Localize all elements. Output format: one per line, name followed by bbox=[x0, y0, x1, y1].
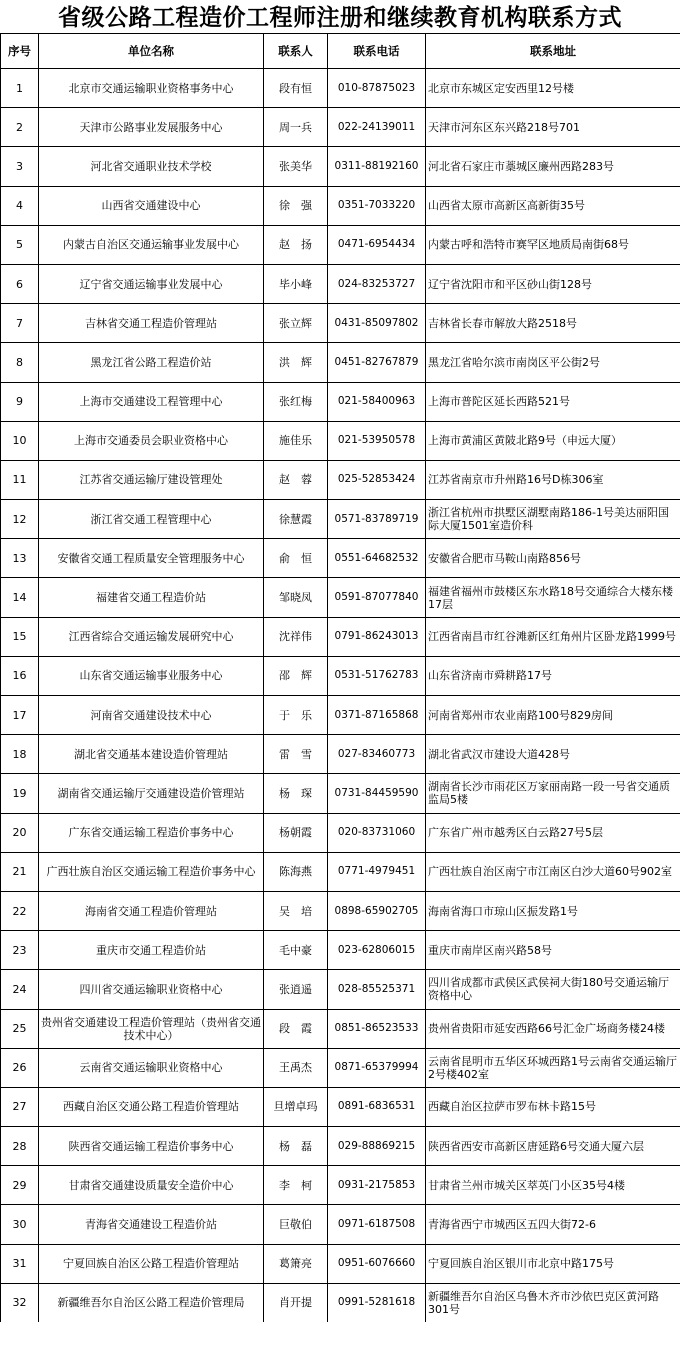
unit-name: 海南省交通工程造价管理站 bbox=[39, 891, 264, 930]
contact-phone: 023-62806015 bbox=[328, 931, 426, 970]
header-name: 单位名称 bbox=[39, 34, 264, 69]
page-title: 省级公路工程造价工程师注册和继续教育机构联系方式 bbox=[58, 4, 622, 31]
row-number: 18 bbox=[1, 735, 39, 774]
contact-address: 海南省海口市琼山区振发路1号 bbox=[426, 891, 680, 930]
table-row bbox=[1, 1009, 680, 1048]
contact-person: 张逍遥 bbox=[264, 970, 328, 1009]
contact-phone: 0991-5281618 bbox=[328, 1283, 426, 1322]
row-number: 11 bbox=[1, 460, 39, 499]
contact-person: 徐慧霞 bbox=[264, 500, 328, 539]
contact-address: 新疆维吾尔自治区乌鲁木齐市沙依巴克区黄河路301号 bbox=[426, 1283, 680, 1322]
row-number: 32 bbox=[1, 1283, 39, 1322]
unit-name: 浙江省交通工程管理中心 bbox=[39, 500, 264, 539]
unit-name: 广西壮族自治区交通运输工程造价事务中心 bbox=[39, 852, 264, 891]
contact-phone: 0311-88192160 bbox=[328, 147, 426, 186]
unit-name: 天津市公路事业发展服务中心 bbox=[39, 108, 264, 147]
table-row bbox=[1, 108, 680, 147]
contact-person: 张立辉 bbox=[264, 304, 328, 343]
contact-address: 甘肃省兰州市城关区萃英门小区35号4楼 bbox=[426, 1166, 680, 1205]
header-row bbox=[1, 34, 680, 69]
unit-name: 四川省交通运输职业资格中心 bbox=[39, 970, 264, 1009]
contact-address: 宁夏回族自治区银川市北京中路175号 bbox=[426, 1244, 680, 1283]
contact-phone: 0971-6187508 bbox=[328, 1205, 426, 1244]
contact-address: 辽宁省沈阳市和平区砂山街128号 bbox=[426, 264, 680, 303]
contact-phone: 021-58400963 bbox=[328, 382, 426, 421]
row-number: 27 bbox=[1, 1087, 39, 1126]
contact-person: 吴 培 bbox=[264, 891, 328, 930]
contact-phone: 021-53950578 bbox=[328, 421, 426, 460]
contact-person: 王禹杰 bbox=[264, 1048, 328, 1087]
table-row bbox=[1, 69, 680, 108]
unit-name: 甘肃省交通建设质量安全造价中心 bbox=[39, 1166, 264, 1205]
contact-person: 段有恒 bbox=[264, 69, 328, 108]
contact-address: 广东省广州市越秀区白云路27号5层 bbox=[426, 813, 680, 852]
table-row bbox=[1, 539, 680, 578]
contact-phone: 0931-2175853 bbox=[328, 1166, 426, 1205]
row-number: 31 bbox=[1, 1244, 39, 1283]
contact-phone: 0891-6836531 bbox=[328, 1087, 426, 1126]
table-row bbox=[1, 617, 680, 656]
contact-phone: 0551-64682532 bbox=[328, 539, 426, 578]
contact-address: 西藏自治区拉萨市罗布林卡路15号 bbox=[426, 1087, 680, 1126]
contact-person: 于 乐 bbox=[264, 696, 328, 735]
contact-phone: 022-24139011 bbox=[328, 108, 426, 147]
contact-phone: 0471-6954434 bbox=[328, 225, 426, 264]
row-number: 19 bbox=[1, 774, 39, 813]
contact-address: 山东省济南市舜耕路17号 bbox=[426, 656, 680, 695]
table-row bbox=[1, 304, 680, 343]
contact-person: 杨 琛 bbox=[264, 774, 328, 813]
row-number: 6 bbox=[1, 264, 39, 303]
contact-person: 旦增卓玛 bbox=[264, 1087, 328, 1126]
contact-phone: 0771-4979451 bbox=[328, 852, 426, 891]
table-row bbox=[1, 1127, 680, 1166]
contact-person: 沈祥伟 bbox=[264, 617, 328, 656]
contact-address: 山西省太原市高新区高新街35号 bbox=[426, 186, 680, 225]
contact-phone: 0898-65902705 bbox=[328, 891, 426, 930]
table-row bbox=[1, 382, 680, 421]
contact-address: 浙江省杭州市拱墅区湖墅南路186-1号美达丽阳国际大厦1501室造价科 bbox=[426, 500, 680, 539]
table-row bbox=[1, 852, 680, 891]
header-contact: 联系人 bbox=[264, 34, 328, 69]
table-row bbox=[1, 813, 680, 852]
row-number: 8 bbox=[1, 343, 39, 382]
unit-name: 广东省交通运输工程造价事务中心 bbox=[39, 813, 264, 852]
contact-address: 福建省福州市鼓楼区东水路18号交通综合大楼东楼17层 bbox=[426, 578, 680, 617]
unit-name: 辽宁省交通运输事业发展中心 bbox=[39, 264, 264, 303]
table-row bbox=[1, 1166, 680, 1205]
row-number: 10 bbox=[1, 421, 39, 460]
row-number: 5 bbox=[1, 225, 39, 264]
contact-person: 李 柯 bbox=[264, 1166, 328, 1205]
row-number: 22 bbox=[1, 891, 39, 930]
unit-name: 上海市交通建设工程管理中心 bbox=[39, 382, 264, 421]
contact-address: 北京市东城区定安西里12号楼 bbox=[426, 69, 680, 108]
contact-person: 俞 恒 bbox=[264, 539, 328, 578]
contact-address: 河北省石家庄市藁城区廉州西路283号 bbox=[426, 147, 680, 186]
table-row bbox=[1, 186, 680, 225]
contact-phone: 010-87875023 bbox=[328, 69, 426, 108]
contact-address: 陕西省西安市高新区唐延路6号交通大厦六层 bbox=[426, 1127, 680, 1166]
contact-address: 吉林省长春市解放大路2518号 bbox=[426, 304, 680, 343]
contact-address: 云南省昆明市五华区环城西路1号云南省交通运输厅2号楼402室 bbox=[426, 1048, 680, 1087]
row-number: 15 bbox=[1, 617, 39, 656]
unit-name: 黑龙江省公路工程造价站 bbox=[39, 343, 264, 382]
unit-name: 河北省交通职业技术学校 bbox=[39, 147, 264, 186]
contact-person: 雷 雪 bbox=[264, 735, 328, 774]
unit-name: 江西省综合交通运输发展研究中心 bbox=[39, 617, 264, 656]
row-number: 25 bbox=[1, 1009, 39, 1048]
contact-person: 赵 扬 bbox=[264, 225, 328, 264]
contact-phone: 0851-86523533 bbox=[328, 1009, 426, 1048]
unit-name: 北京市交通运输职业资格事务中心 bbox=[39, 69, 264, 108]
contact-address: 江苏省南京市升州路16号D栋306室 bbox=[426, 460, 680, 499]
contact-person: 陈海燕 bbox=[264, 852, 328, 891]
header-address: 联系地址 bbox=[426, 34, 680, 69]
table-body bbox=[1, 69, 680, 1323]
contact-person: 张红梅 bbox=[264, 382, 328, 421]
contact-person: 毛中豪 bbox=[264, 931, 328, 970]
table-row bbox=[1, 1205, 680, 1244]
table-row bbox=[1, 225, 680, 264]
contact-address: 黑龙江省哈尔滨市南岗区平公街2号 bbox=[426, 343, 680, 382]
contact-phone: 0791-86243013 bbox=[328, 617, 426, 656]
contact-phone: 029-88869215 bbox=[328, 1127, 426, 1166]
row-number: 26 bbox=[1, 1048, 39, 1087]
row-number: 1 bbox=[1, 69, 39, 108]
table-row bbox=[1, 421, 680, 460]
unit-name: 新疆维吾尔自治区公路工程造价管理局 bbox=[39, 1283, 264, 1322]
contact-address: 四川省成都市武侯区武侯祠大街180号交通运输厅资格中心 bbox=[426, 970, 680, 1009]
contact-address: 贵州省贵阳市延安西路66号汇金广场商务楼24楼 bbox=[426, 1009, 680, 1048]
contact-person: 徐 强 bbox=[264, 186, 328, 225]
table-row bbox=[1, 891, 680, 930]
contact-person: 杨 磊 bbox=[264, 1127, 328, 1166]
contact-phone: 027-83460773 bbox=[328, 735, 426, 774]
row-number: 9 bbox=[1, 382, 39, 421]
unit-name: 内蒙古自治区交通运输事业发展中心 bbox=[39, 225, 264, 264]
unit-name: 河南省交通建设技术中心 bbox=[39, 696, 264, 735]
contact-phone: 0531-51762783 bbox=[328, 656, 426, 695]
contact-person: 施佳乐 bbox=[264, 421, 328, 460]
contact-address: 上海市黄浦区黄陂北路9号（申远大厦） bbox=[426, 421, 680, 460]
row-number: 20 bbox=[1, 813, 39, 852]
contact-phone: 028-85525371 bbox=[328, 970, 426, 1009]
table-row bbox=[1, 735, 680, 774]
unit-name: 湖北省交通基本建设造价管理站 bbox=[39, 735, 264, 774]
header-phone: 联系电话 bbox=[328, 34, 426, 69]
row-number: 29 bbox=[1, 1166, 39, 1205]
contact-table bbox=[0, 33, 680, 1322]
contact-person: 段 霞 bbox=[264, 1009, 328, 1048]
table-row bbox=[1, 970, 680, 1009]
contact-phone: 0571-83789719 bbox=[328, 500, 426, 539]
unit-name: 贵州省交通建设工程造价管理站（贵州省交通技术中心） bbox=[39, 1009, 264, 1048]
row-number: 24 bbox=[1, 970, 39, 1009]
contact-address: 安徽省合肥市马鞍山南路856号 bbox=[426, 539, 680, 578]
table-row bbox=[1, 1244, 680, 1283]
contact-person: 毕小峰 bbox=[264, 264, 328, 303]
contact-person: 赵 蓉 bbox=[264, 460, 328, 499]
contact-phone: 0351-7033220 bbox=[328, 186, 426, 225]
row-number: 4 bbox=[1, 186, 39, 225]
unit-name: 西藏自治区交通公路工程造价管理站 bbox=[39, 1087, 264, 1126]
contact-address: 湖南省长沙市雨花区万家丽南路一段一号省交通质监局5楼 bbox=[426, 774, 680, 813]
contact-phone: 0731-84459590 bbox=[328, 774, 426, 813]
contact-address: 湖北省武汉市建设大道428号 bbox=[426, 735, 680, 774]
contact-phone: 0951-6076660 bbox=[328, 1244, 426, 1283]
contact-person: 洪 辉 bbox=[264, 343, 328, 382]
contact-person: 肖开提 bbox=[264, 1283, 328, 1322]
contact-phone: 0451-82767879 bbox=[328, 343, 426, 382]
unit-name: 安徽省交通工程质量安全管理服务中心 bbox=[39, 539, 264, 578]
table-row bbox=[1, 147, 680, 186]
unit-name: 山西省交通建设中心 bbox=[39, 186, 264, 225]
unit-name: 陕西省交通运输工程造价事务中心 bbox=[39, 1127, 264, 1166]
table-row bbox=[1, 500, 680, 539]
row-number: 16 bbox=[1, 656, 39, 695]
contact-person: 周一兵 bbox=[264, 108, 328, 147]
contact-phone: 0591-87077840 bbox=[328, 578, 426, 617]
contact-address: 天津市河东区东兴路218号701 bbox=[426, 108, 680, 147]
contact-phone: 020-83731060 bbox=[328, 813, 426, 852]
contact-address: 青海省西宁市城西区五四大街72-6 bbox=[426, 1205, 680, 1244]
contact-address: 上海市普陀区延长西路521号 bbox=[426, 382, 680, 421]
table-row bbox=[1, 1283, 680, 1322]
row-number: 28 bbox=[1, 1127, 39, 1166]
unit-name: 宁夏回族自治区公路工程造价管理站 bbox=[39, 1244, 264, 1283]
contact-phone: 025-52853424 bbox=[328, 460, 426, 499]
unit-name: 湖南省交通运输厅交通建设造价管理站 bbox=[39, 774, 264, 813]
table-row bbox=[1, 1087, 680, 1126]
table-row bbox=[1, 1048, 680, 1087]
contact-person: 张美华 bbox=[264, 147, 328, 186]
table-row bbox=[1, 696, 680, 735]
unit-name: 吉林省交通工程造价管理站 bbox=[39, 304, 264, 343]
table-row bbox=[1, 578, 680, 617]
contact-person: 葛箫亮 bbox=[264, 1244, 328, 1283]
table-header bbox=[1, 34, 680, 69]
table-row bbox=[1, 264, 680, 303]
unit-name: 重庆市交通工程造价站 bbox=[39, 931, 264, 970]
table-row bbox=[1, 460, 680, 499]
contact-address: 内蒙古呼和浩特市赛罕区地质局南街68号 bbox=[426, 225, 680, 264]
row-number: 2 bbox=[1, 108, 39, 147]
contact-person: 邹晓凤 bbox=[264, 578, 328, 617]
row-number: 7 bbox=[1, 304, 39, 343]
row-number: 14 bbox=[1, 578, 39, 617]
contact-address: 重庆市南岸区南兴路58号 bbox=[426, 931, 680, 970]
table-row bbox=[1, 931, 680, 970]
header-no: 序号 bbox=[1, 34, 39, 69]
table-row bbox=[1, 343, 680, 382]
contact-address: 江西省南昌市红谷滩新区红角州片区卧龙路1999号 bbox=[426, 617, 680, 656]
contact-person: 巨敬伯 bbox=[264, 1205, 328, 1244]
contact-phone: 0371-87165868 bbox=[328, 696, 426, 735]
contact-address: 河南省郑州市农业南路100号829房间 bbox=[426, 696, 680, 735]
row-number: 30 bbox=[1, 1205, 39, 1244]
contact-phone: 0871-65379994 bbox=[328, 1048, 426, 1087]
contact-address: 广西壮族自治区南宁市江南区白沙大道60号902室 bbox=[426, 852, 680, 891]
contact-person: 邵 辉 bbox=[264, 656, 328, 695]
row-number: 13 bbox=[1, 539, 39, 578]
contact-person: 杨朝霞 bbox=[264, 813, 328, 852]
unit-name: 云南省交通运输职业资格中心 bbox=[39, 1048, 264, 1087]
row-number: 12 bbox=[1, 500, 39, 539]
table-row bbox=[1, 656, 680, 695]
unit-name: 上海市交通委员会职业资格中心 bbox=[39, 421, 264, 460]
table-row bbox=[1, 774, 680, 813]
unit-name: 江苏省交通运输厅建设管理处 bbox=[39, 460, 264, 499]
row-number: 21 bbox=[1, 852, 39, 891]
row-number: 17 bbox=[1, 696, 39, 735]
unit-name: 青海省交通建设工程造价站 bbox=[39, 1205, 264, 1244]
row-number: 3 bbox=[1, 147, 39, 186]
row-number: 23 bbox=[1, 931, 39, 970]
contact-phone: 0431-85097802 bbox=[328, 304, 426, 343]
contact-phone: 024-83253727 bbox=[328, 264, 426, 303]
unit-name: 福建省交通工程造价站 bbox=[39, 578, 264, 617]
unit-name: 山东省交通运输事业服务中心 bbox=[39, 656, 264, 695]
